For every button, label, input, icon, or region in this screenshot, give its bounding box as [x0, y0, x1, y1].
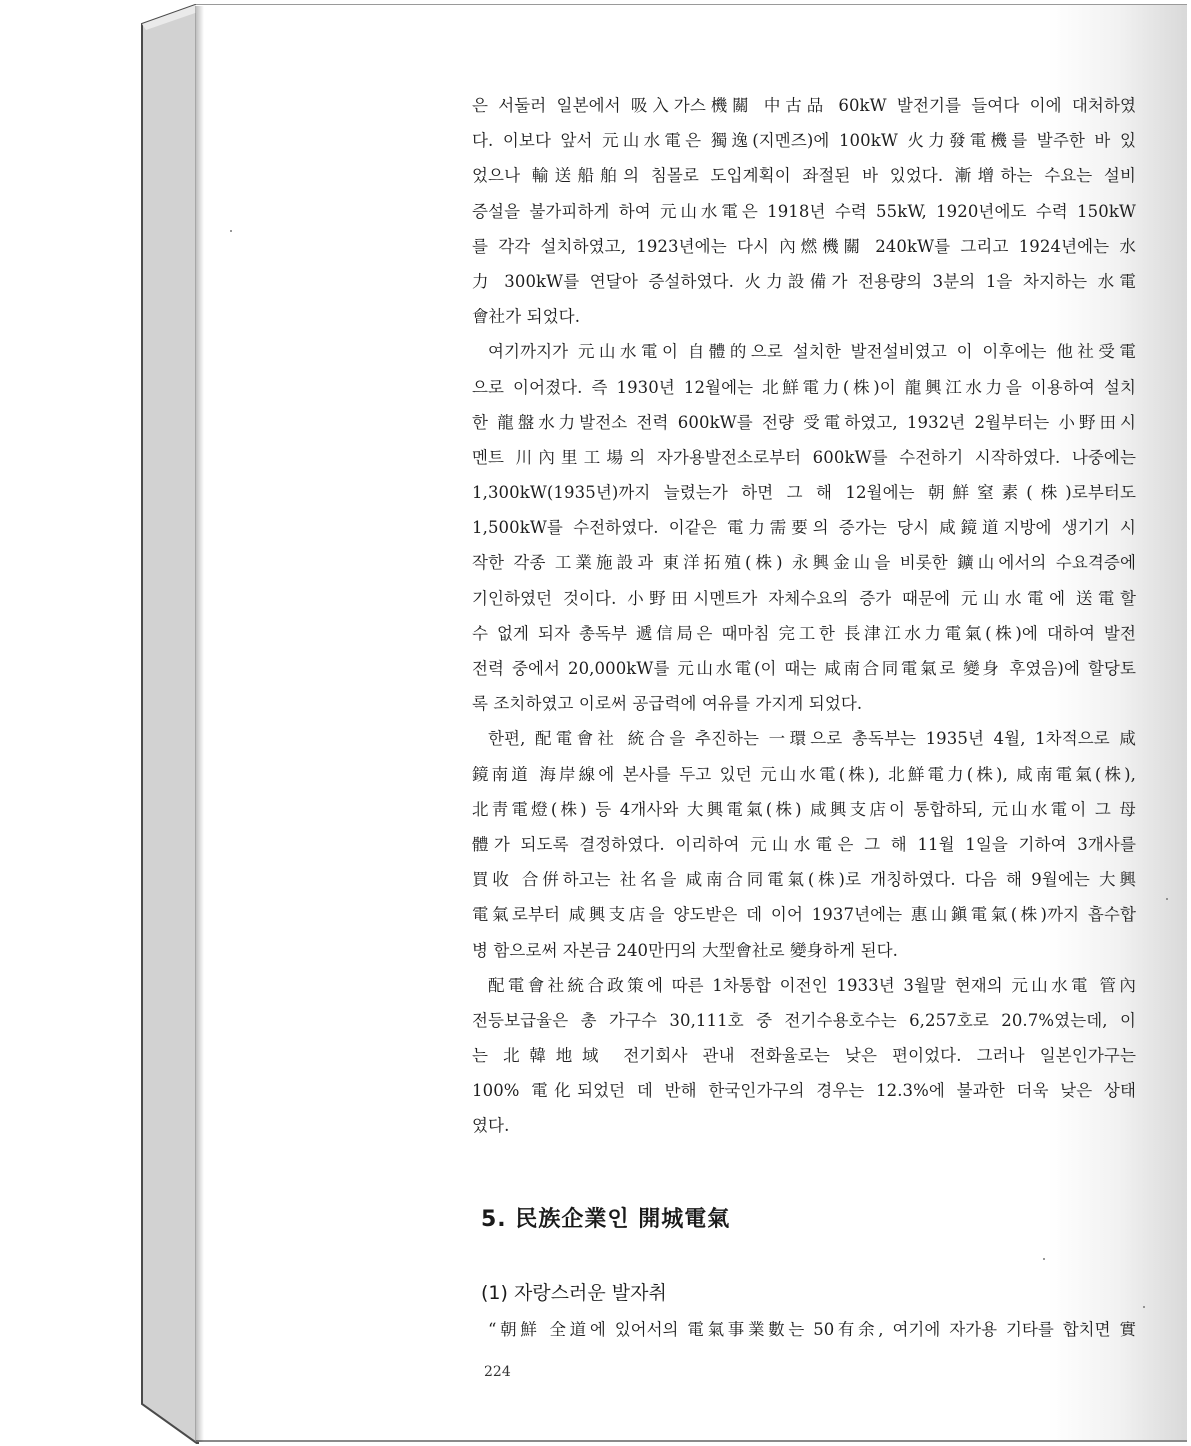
text-line: 전력 중에서 20,000kW를 元山水電(이 때는 咸南合同電氣로 變身 후였음)에 할당토 [472, 659, 1136, 678]
text-line: 병 함으로써 자본금 240만円의 大型會社로 變身하게 된다. [472, 940, 898, 960]
text-line: 를 각각 설치하였고, 1923년에는 다시 內燃機關 240kW를 그리고 1924년에는 水 [472, 236, 1136, 256]
text-line: 었으나 輸送船舶의 침몰로 도입계획이 좌절된 바 있었다. 漸增하는 수요는 설비 [472, 166, 1136, 186]
text-line: 수 없게 되자 총독부 遞信局은 때마침 完工한 長津江水力電氣(株)에 대하여 발전 [472, 623, 1136, 643]
text-line: 으로 이어졌다. 즉 1930년 12월에는 北鮮電力(株)이 龍興江水力을 이용하여 설치 [472, 377, 1136, 397]
text-line: 한편, 配電會社 統合을 추진하는 一環으로 총독부는 1935년 4월, 1차적으로 咸 [488, 729, 1136, 749]
text-line: 은 서둘러 일본에서 吸入가스機關 中古品 60kW 발전기를 들여다 이에 대처하였 [472, 96, 1136, 115]
text-line: 멘트 川內里工場의 자가용발전소로부터 600kW를 수전하기 시작하였다. 나중에는 [472, 447, 1136, 467]
quote-text-line: “朝鮮 全道에 있어서의 電氣事業數는 50有余, 여기에 자가용 기타를 합치면 實 [488, 1320, 1136, 1339]
text-line: 1,500kW를 수전하였다. 이같은 電力需要의 증가는 당시 咸鏡道지방에 생기기 시 [472, 518, 1136, 538]
text-line: 전등보급율은 총 가구수 30,111호 중 전기수용호수는 6,257호로 20.7%였는데, 이 [472, 1010, 1136, 1030]
text-line: 100% 電化되었던 데 반해 한국인가구의 경우는 12.3%에 불과한 더욱 낮은 상태 [472, 1081, 1136, 1101]
scan-speck [1143, 1306, 1145, 1308]
text-line: 기인하였던 것이다. 小野田시멘트가 자체수요의 증가 때문에 元山水電에 送電할 [472, 588, 1136, 608]
text-line: 여기까지가 元山水電이 自體的으로 설치한 발전설비였고 이 이후에는 他社受電 [488, 342, 1136, 362]
text-line: 鏡南道 海岸線에 본사를 두고 있던 元山水電(株), 北鮮電力(株), 咸南電氣(株), [472, 764, 1136, 784]
text-line: 증설을 불가피하게 하여 元山水電은 1918년 수력 55kW, 1920년에도 수력 150kW [472, 201, 1136, 221]
scan-speck [1166, 898, 1168, 900]
subsection-title: (1) 자랑스러운 발자취 [481, 1282, 667, 1304]
text-line: 다. 이보다 앞서 元山水電은 獨逸(지멘즈)에 100kW 火力發電機를 발주한 바 있 [472, 131, 1136, 151]
section-title: 5. 民族企業인 開城電氣 [481, 1207, 731, 1232]
text-line: 體가 되도록 결정하였다. 이리하여 元山水電은 그 해 11월 1일을 기하여 3개사를 [472, 834, 1136, 854]
text-line: 였다. [472, 1116, 510, 1136]
body-text [472, 88, 1136, 1144]
text-line: 한 龍盤水力발전소 전력 600kW를 전량 受電하였고, 1932년 2월부터는 小野田시 [472, 412, 1136, 432]
text-line: 配電會社統合政策에 따른 1차통합 이전인 1933년 3월말 현재의 元山水電 管內 [488, 975, 1136, 995]
text-line: 買收 合倂하고는 社名을 咸南合同電氣(株)로 개칭하였다. 다음 해 9월에는 大興 [472, 870, 1136, 890]
page-gutter-shadow [196, 6, 204, 1442]
text-line: 北靑電燈(株) 등 4개사와 大興電氣(株) 咸興支店이 통합하되, 元山水電이 그 母 [472, 799, 1136, 819]
text-line: 작한 각종 工業施設과 東洋拓殖(株) 永興金山을 비롯한 鑛山에서의 수요격증에 [472, 553, 1136, 573]
text-line: 力 300kW를 연달아 증설하였다. 火力設備가 전용량의 3분의 1을 차지하는 水電 [472, 271, 1136, 291]
text-line: 1,300kW(1935년)까지 늘렸는가 하면 그 해 12월에는 朝鮮窒素(株)로부터도 [472, 483, 1136, 503]
page-number: 224 [484, 1364, 511, 1380]
text-line: 는 北韓地域 전기회사 관내 전화율로는 낮은 편이었다. 그러나 일본인가구는 [472, 1046, 1136, 1066]
scan-speck [230, 230, 232, 232]
scan-speck [1043, 1258, 1045, 1260]
text-line: 電氣로부터 咸興支店을 양도받은 데 이어 1937년에는 惠山鎭電氣(株)까지 흡수합 [472, 905, 1136, 925]
text-line: 會社가 되었다. [472, 307, 581, 327]
book-spine [140, 4, 200, 1444]
text-line: 록 조치하였고 이로써 공급력에 여유를 가지게 되었다. [472, 694, 863, 714]
book-spine-shape [140, 4, 200, 1444]
